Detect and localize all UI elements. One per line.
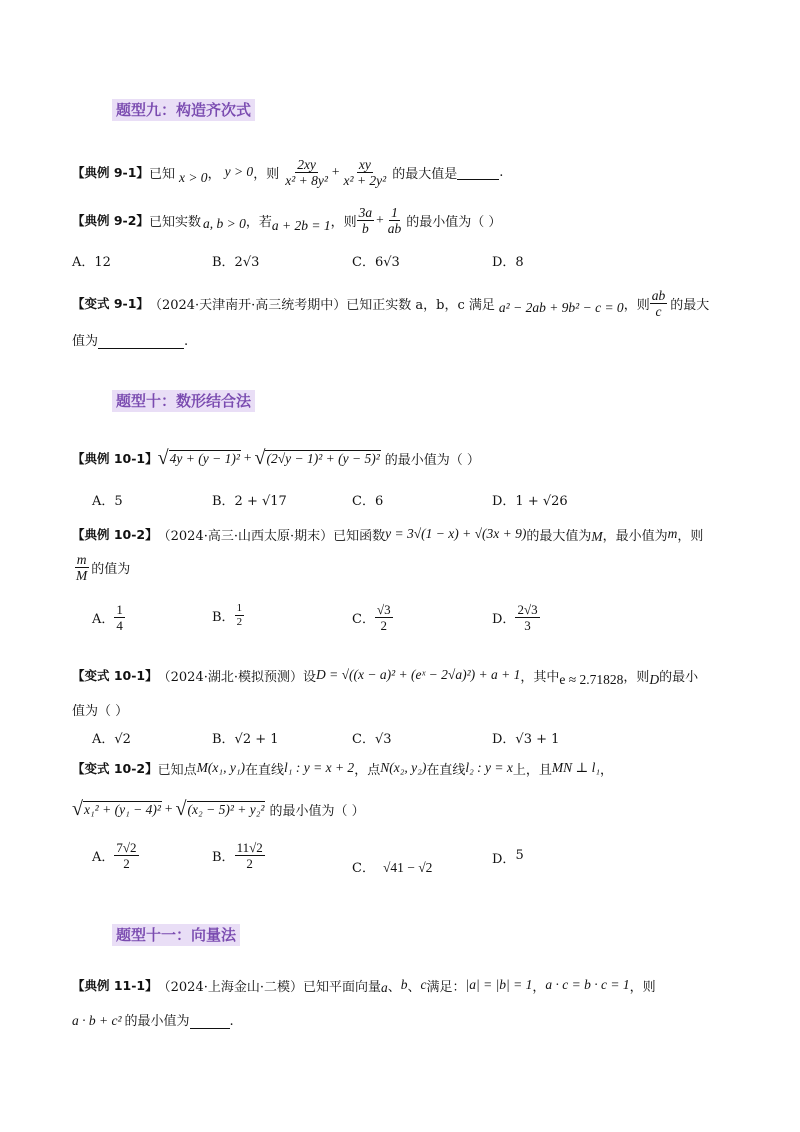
option-fraction: [114, 840, 138, 871]
question-text: 的最小值为（ ）: [384, 452, 480, 468]
fraction-numerator: m: [76, 552, 87, 567]
fraction: [74, 552, 89, 583]
question-text: 的最大值是: [392, 166, 458, 182]
option-label: B．: [212, 850, 235, 865]
d-symbol: D: [649, 672, 660, 687]
option-c: [352, 848, 432, 876]
perpendicular: MN ⊥ l₁: [551, 760, 601, 775]
sqrt-sign: √: [157, 446, 169, 469]
option-label: C．: [352, 612, 375, 627]
option-a: A．12: [72, 255, 111, 270]
question-text: ，则: [623, 669, 650, 685]
fraction-numerator: 1: [116, 602, 123, 617]
option-fraction: [235, 602, 245, 629]
fraction-numerator: 7√2: [116, 840, 137, 855]
option-label: A．: [92, 612, 115, 627]
question-text: （2024·湖北·模拟预测）设: [157, 669, 316, 685]
question-tag: 【变式 10-2】: [72, 761, 158, 776]
question-11-1-line2: [72, 1010, 234, 1029]
vector-b: b: [400, 977, 408, 992]
section-heading-10: 题型十：数形结合法: [112, 390, 255, 412]
option-label: A．: [92, 850, 115, 865]
fraction-2: [342, 157, 389, 188]
question-tag: 【典例 9-2】: [72, 213, 149, 228]
question-tag: 【典例 10-2】: [72, 527, 158, 542]
question-9-1: [72, 152, 503, 192]
min-symbol: m: [667, 526, 678, 541]
plus-sign: +: [243, 450, 252, 465]
fraction-1: [283, 157, 330, 188]
question-tag: 【典例 9-1】: [72, 165, 149, 180]
question-text: 的最大: [670, 297, 710, 313]
option-value: 5: [515, 848, 524, 863]
fraction-2: [386, 205, 404, 236]
variant-9-1: [72, 283, 709, 323]
question-10-2-line2: [74, 552, 130, 583]
function-expression: y = 3√(1 − x) + √(3x + 9): [385, 526, 527, 541]
question-text: ，则: [330, 214, 357, 230]
sqrt-sign: √: [72, 797, 83, 820]
option-label: D．: [492, 612, 516, 627]
question-text: 的值为: [91, 562, 131, 577]
question-tag: 【变式 10-1】: [72, 668, 158, 683]
option-fraction: [375, 602, 393, 633]
point-m: M(x₁, y₁): [196, 760, 246, 775]
option-fraction: [515, 602, 539, 633]
fraction-numerator: 11√2: [236, 840, 263, 855]
question-text: 在直线: [245, 762, 285, 778]
fraction-numerator: 3a: [358, 204, 373, 220]
fraction-numerator: 2√3: [517, 602, 538, 617]
fraction-denominator: c: [655, 303, 662, 319]
question-text: ，则: [629, 979, 656, 995]
condition-magnitude: |a| = |b| = 1: [465, 977, 533, 992]
fraction-denominator: 2: [123, 856, 130, 871]
period: .: [229, 1014, 234, 1029]
option-fraction: [114, 602, 125, 633]
question-text: 已知实数: [148, 214, 201, 230]
option-b: B．2√3: [212, 255, 260, 270]
question-9-2: [72, 200, 501, 240]
option-a: [92, 840, 139, 871]
equation: a² − 2ab + 9b² − c = 0: [498, 300, 624, 315]
separator: 、: [387, 979, 401, 995]
plus-sign: +: [331, 164, 340, 179]
vector-c: c: [420, 977, 427, 992]
variant-10-2: [72, 756, 613, 780]
question-tag: 【典例 11-1】: [72, 978, 158, 993]
option-d: D．1 + √26: [492, 494, 568, 509]
fraction-denominator: 3: [524, 618, 531, 633]
option-d: [492, 848, 524, 867]
option-label: C．: [352, 861, 375, 876]
variant-10-1: [72, 658, 698, 692]
option-a: A．√2: [92, 732, 131, 747]
radicand-2: (x₂ − 5)² + y₂²: [187, 801, 265, 817]
option-b: [212, 602, 244, 629]
option-label: B．: [212, 610, 235, 625]
option-value: √41 − √2: [382, 860, 433, 875]
question-text: 在直线: [426, 762, 466, 778]
fraction-numerator: ab: [651, 287, 666, 303]
answer-blank: [457, 165, 499, 180]
section-heading-11: 题型十一：向量法: [112, 924, 240, 946]
option-b: B．2 + √17: [212, 494, 287, 509]
option-c: C．√3: [352, 732, 392, 747]
option-c: [352, 602, 393, 633]
fraction-denominator: 2: [236, 616, 243, 628]
question-text: 值为: [72, 334, 99, 349]
section-heading-9: 题型九：构造齐次式: [112, 99, 255, 121]
fraction-denominator: b: [361, 220, 369, 236]
question-10-2: [72, 521, 703, 547]
question-text: （2024·高三·山西太原·期末）已知函数: [157, 528, 386, 544]
question-text: ，: [600, 762, 614, 778]
fraction-denominator: M: [76, 568, 88, 583]
answer-blank: [98, 334, 184, 349]
vector-a: a: [381, 980, 388, 995]
question-text: ，最小值为: [602, 528, 668, 544]
comma: ，: [207, 166, 221, 182]
euler-constant: e ≈ 2.71828: [559, 672, 624, 687]
radicand-2: (2√y − 1)² + (y − 5)²: [266, 450, 380, 466]
option-a: [92, 602, 125, 633]
fraction-numerator: 2xy: [297, 156, 316, 172]
line-l2: l₂ : y = x: [465, 760, 513, 775]
question-text: 满足：: [426, 979, 466, 995]
fraction-denominator: 2: [380, 618, 388, 633]
radicand-1: x₁² + (y₁ − 4)²: [83, 801, 161, 817]
question-text: 上，且: [512, 762, 552, 778]
question-11-1: [72, 973, 656, 997]
option-b: [212, 840, 265, 871]
plus-sign: +: [376, 212, 384, 227]
answer-blank: [190, 1014, 230, 1029]
fraction-denominator: 2: [246, 856, 253, 871]
question-text: 的最小值为（ ）: [269, 803, 365, 819]
question-text: 已知: [148, 166, 175, 182]
plus-sign: +: [164, 801, 173, 816]
question-text: 的最大值为: [526, 528, 592, 544]
question-text: ，若: [245, 214, 272, 230]
option-c: C．6√3: [352, 255, 400, 270]
fraction: [650, 288, 668, 319]
condition-y: y > 0: [224, 164, 254, 179]
question-text: ，其中: [520, 669, 560, 685]
period: .: [184, 334, 189, 349]
sqrt-sign: √: [254, 446, 266, 469]
fraction-denominator: x² + 2y²: [343, 172, 387, 188]
radicand-1: 4y + (y − 1)²: [169, 450, 240, 466]
point-n: N(x₂, y₂): [380, 760, 427, 775]
question-text: ，则: [677, 528, 704, 544]
fraction-1: [357, 205, 375, 236]
option-label: D．: [492, 852, 516, 867]
condition-dot: a · c = b · c = 1: [545, 977, 630, 992]
question-text: ，则: [623, 297, 650, 313]
period: .: [499, 164, 504, 180]
option-b: B．√2 + 1: [212, 732, 279, 747]
question-text: 的最小值为: [124, 1014, 190, 1029]
question-10-1: [72, 440, 480, 476]
fraction-numerator: √3: [376, 602, 391, 617]
condition-sum: a + 2b = 1: [271, 218, 331, 233]
fraction-denominator: ab: [387, 220, 402, 236]
question-text: （2024·天津南开·高三统考期中）已知正实数 a，b，c 满足: [148, 297, 495, 313]
variant-9-1-line2: [72, 330, 188, 349]
option-fraction: [235, 840, 265, 871]
option-a: A．5: [92, 494, 123, 509]
variant-10-1-line2: 值为（ ）: [72, 704, 129, 719]
fraction-denominator: 4: [116, 618, 123, 633]
question-text: ，则: [253, 166, 280, 182]
fraction-denominator: x² + 8y²: [285, 172, 328, 188]
vector-expression: a · b + c²: [72, 1013, 122, 1028]
option-d: [492, 602, 540, 633]
question-text: 的最小: [659, 669, 699, 685]
expression-d: D = √((x − a)² + (eˣ − 2√a)²) + a + 1: [316, 667, 521, 682]
condition-x: x > 0: [178, 170, 208, 185]
fraction-numerator: 1: [236, 602, 243, 614]
sqrt-sign: √: [175, 797, 187, 820]
question-text: ，: [532, 979, 546, 995]
question-text: 的最小值为（ ）: [406, 214, 502, 230]
max-symbol: M: [591, 529, 603, 544]
option-d: D．√3 + 1: [492, 732, 560, 747]
question-tag: 【变式 9-1】: [72, 296, 149, 311]
line-l1: l₁ : y = x + 2: [284, 760, 355, 775]
fraction-numerator: xy: [358, 156, 371, 172]
question-text: ，点: [354, 762, 381, 778]
option-d: D．8: [492, 255, 524, 270]
question-text: （2024·上海金山·二模）已知平面向量: [157, 979, 381, 995]
option-c: C．6: [352, 494, 384, 509]
question-text: 已知点: [157, 762, 197, 778]
fraction-numerator: 1: [391, 204, 398, 220]
condition-ab: a, b > 0: [202, 216, 246, 231]
separator: 、: [407, 979, 421, 995]
variant-10-2-line2: [72, 792, 365, 826]
question-tag: 【典例 10-1】: [72, 451, 158, 466]
